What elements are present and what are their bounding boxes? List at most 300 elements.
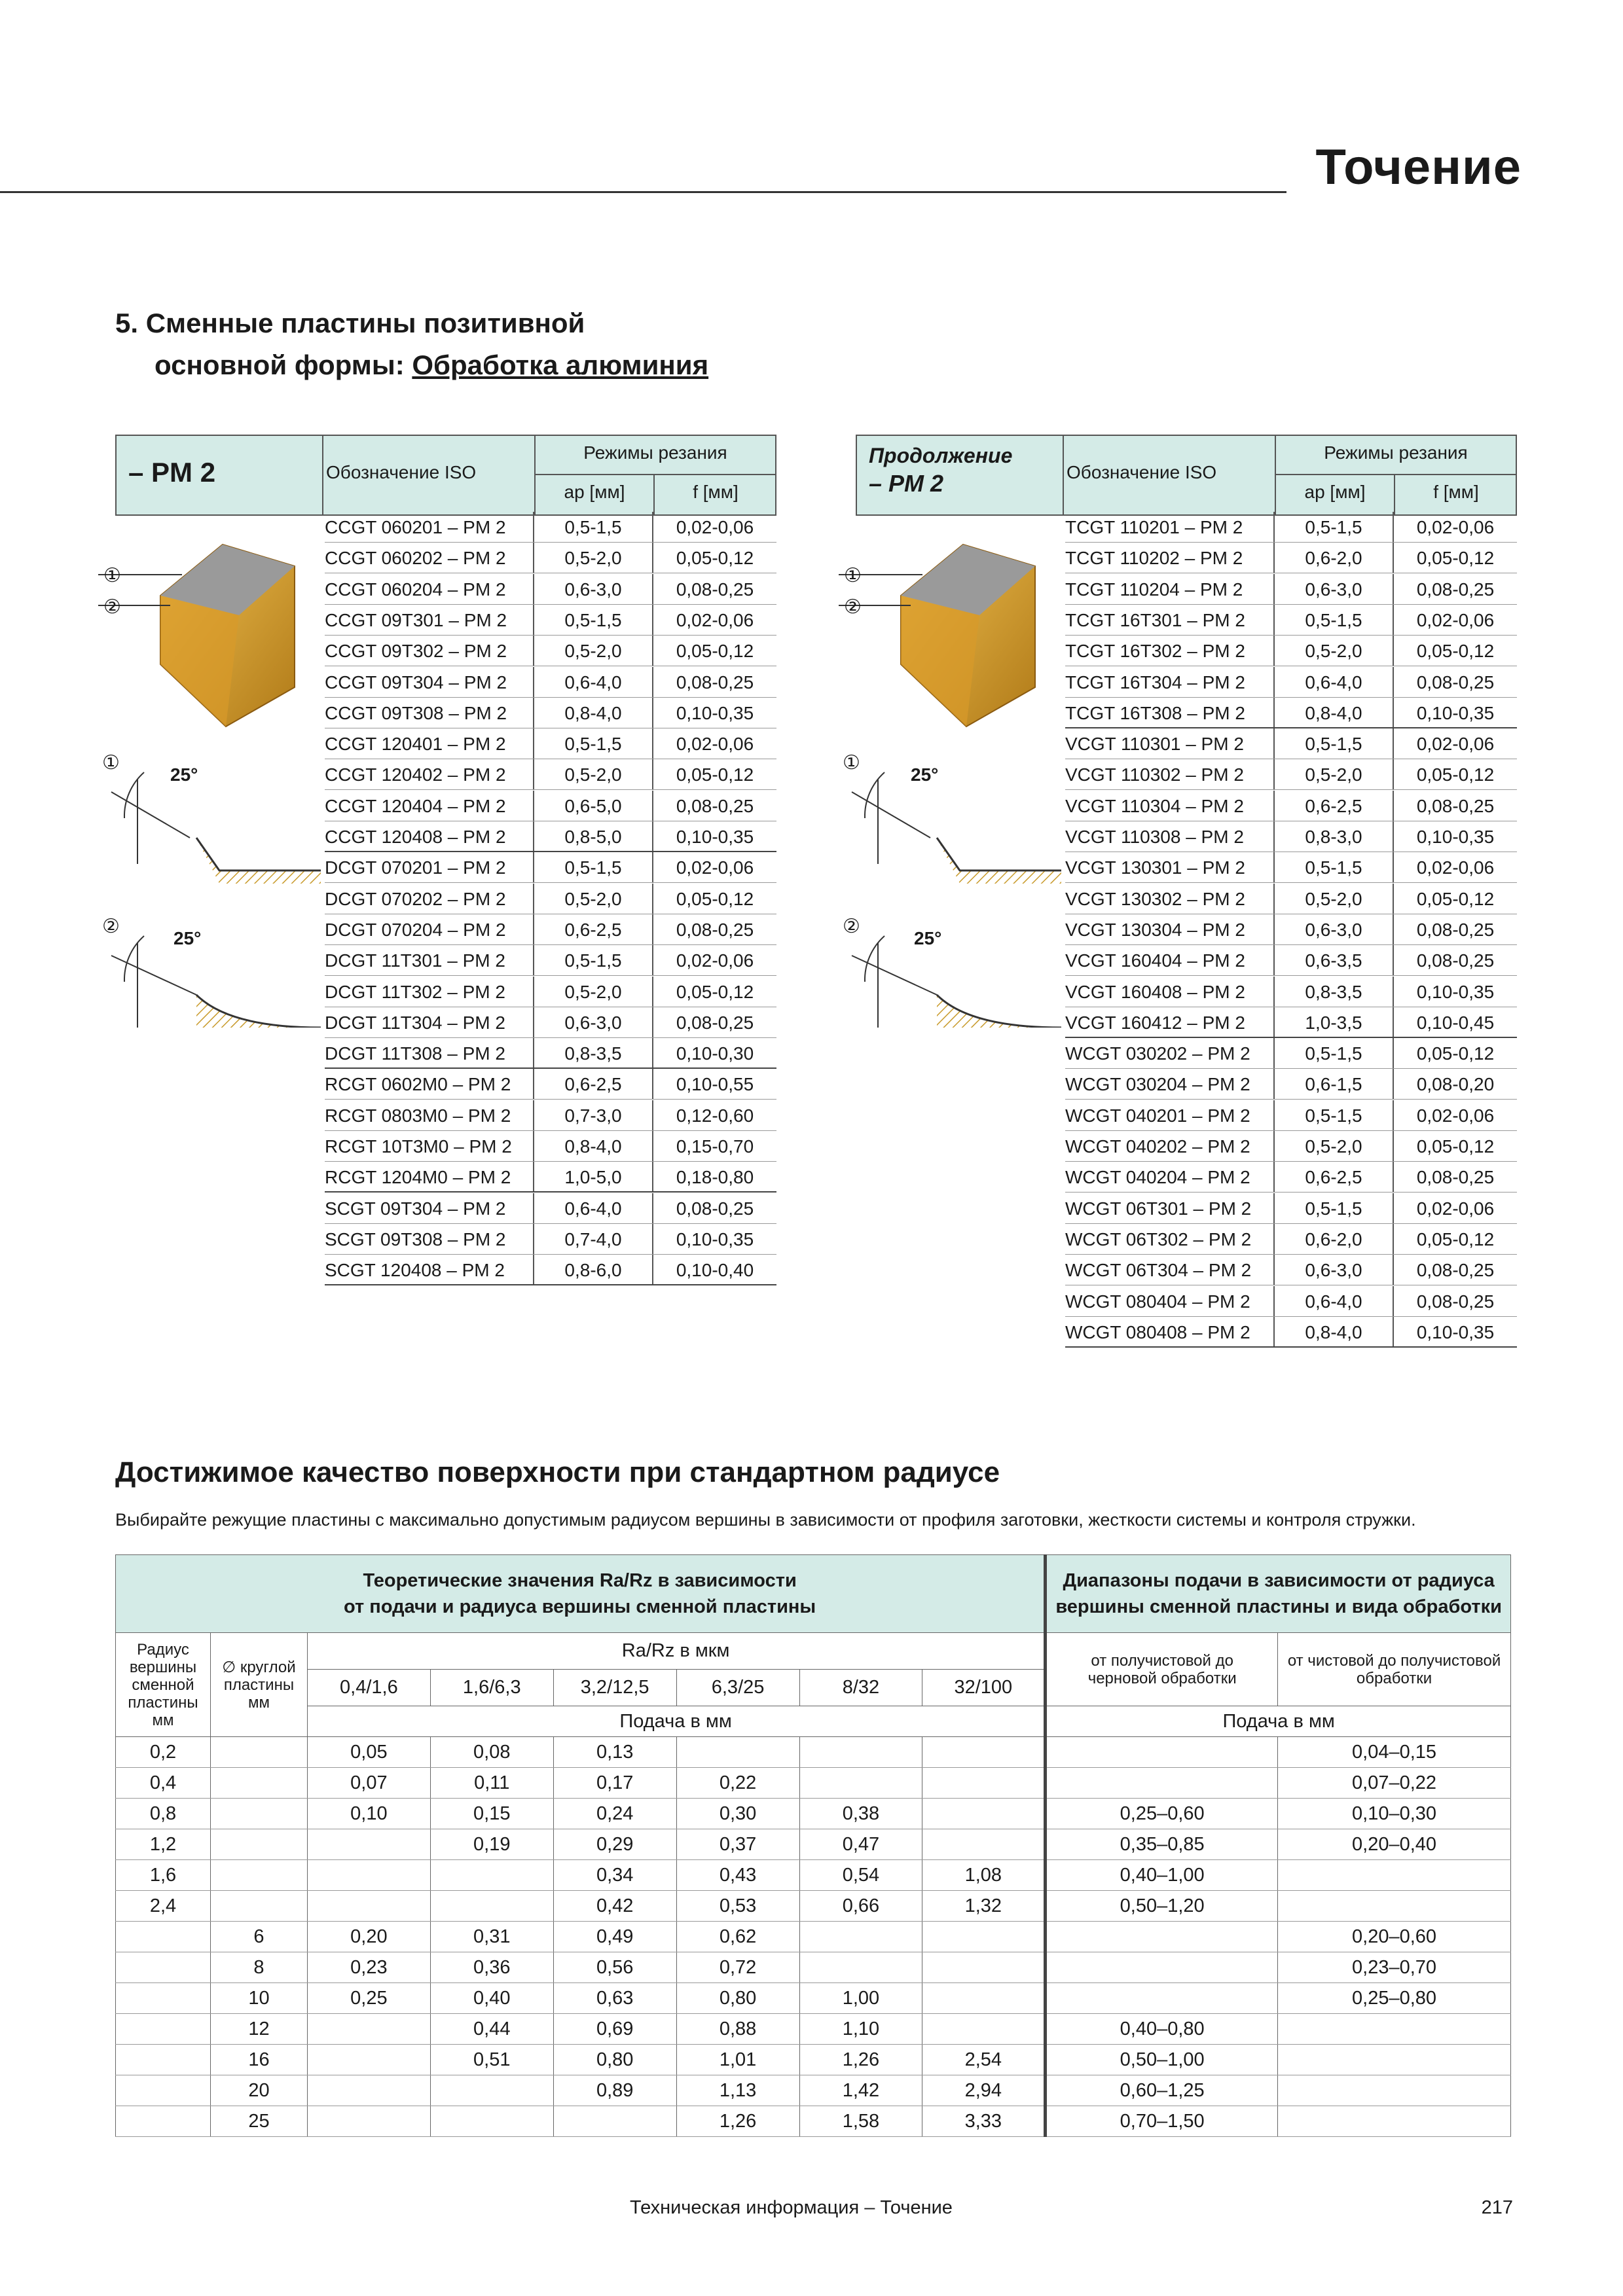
insert-row [1065,791,1517,821]
feed-range-cell: 0,25–0,60 [1046,1799,1278,1829]
f-value: 0,18-0,80 [676,1167,754,1188]
insert-row [325,884,776,914]
iso-designation: TCGT 110204 – PM 2 [1065,579,1243,600]
f-value: 0,08-0,25 [676,795,754,816]
ra-column-header: 6,3/25 [676,1670,799,1706]
feed-range-cell [1046,1983,1278,2014]
iso-designation: VCGT 110301 – PM 2 [1065,734,1244,755]
ap-value: 0,5-2,0 [1305,888,1362,909]
ra-value-cell [307,1860,430,1891]
ra-value-cell [307,2106,430,2137]
ap-value: 0,8-3,0 [1305,827,1362,847]
iso-designation: WCGT 040201 – PM 2 [1065,1105,1250,1126]
iso-designation: DCGT 070201 – PM 2 [325,857,506,878]
f-value: 0,10-0,35 [1416,702,1495,723]
surface-row [116,1952,1511,1983]
ap-value: 0,6-2,5 [564,919,622,940]
range-col2-header: от чистовой до получистовой обработки [1278,1633,1511,1706]
ra-value-cell: 0,40 [430,1983,553,2014]
insert-row [1065,977,1517,1007]
feed-range-cell: 0,70–1,50 [1046,2106,1278,2137]
ra-column-header: 8/32 [799,1670,922,1706]
ra-value-cell: 0,11 [430,1768,553,1799]
f-value: 0,05-0,12 [676,641,754,662]
ap-value: 0,6-3,0 [1305,1260,1362,1281]
ra-value-cell: 0,34 [553,1860,676,1891]
feed-range-cell: 0,50–1,00 [1046,2045,1278,2075]
ra-value-cell: 0,17 [553,1768,676,1799]
iso-designation: CCGT 09T304 – PM 2 [325,672,507,692]
surface-row [116,1860,1511,1891]
ra-value-cell [307,2014,430,2045]
ra-value-cell [799,1952,922,1983]
section-title-link[interactable]: Обработка алюминия [412,350,709,380]
radius-cell [116,2106,211,2137]
right-table-iso-label: Обозначение ISO [1067,462,1217,482]
insert-row [325,1069,776,1100]
f-value: 0,08-0,25 [1416,1291,1495,1312]
radius-cell [116,1952,211,1983]
ra-value-cell: 1,58 [799,2106,922,2137]
f-value: 0,05-0,12 [1416,641,1495,662]
f-value: 0,05-0,12 [676,981,754,1002]
ap-value: 1,0-3,5 [1305,1012,1362,1033]
ap-value: 0,5-1,5 [1305,1043,1362,1064]
ap-value: 0,6-1,5 [1305,1074,1362,1095]
iso-designation: WCGT 080408 – PM 2 [1065,1321,1250,1342]
round-diameter-cell: 6 [210,1922,307,1952]
iso-designation: TCGT 110202 – PM 2 [1065,548,1243,569]
insert-row [325,1100,776,1131]
f-value: 0,08-0,25 [1416,919,1495,940]
feed-range-cell: 0,07–0,22 [1278,1768,1511,1799]
round-diameter-cell: 12 [210,2014,307,2045]
left-table-iso-label: Обозначение ISO [326,462,477,482]
ra-value-cell [676,1737,799,1768]
f-value: 0,05-0,12 [1416,548,1495,569]
iso-designation: SCGT 09T308 – PM 2 [325,1229,506,1249]
iso-designation: CCGT 09T301 – PM 2 [325,609,507,630]
iso-designation: WCGT 040204 – PM 2 [1065,1167,1250,1188]
surface-row [116,2075,1511,2106]
f-value: 0,05-0,12 [676,888,754,909]
iso-designation: CCGT 09T302 – PM 2 [325,641,507,662]
radius-cell: 2,4 [116,1891,211,1922]
f-value: 0,08-0,25 [1416,795,1495,816]
ra-value-cell: 0,69 [553,2014,676,2045]
ra-value-cell: 0,80 [676,1983,799,2014]
ap-value: 0,5-1,5 [564,857,622,878]
ra-value-cell: 2,54 [922,2045,1046,2075]
f-value: 0,02-0,06 [676,950,754,971]
range-feed-label: Подача в мм [1046,1706,1511,1737]
insert-row [1065,1286,1517,1317]
ra-value-cell: 0,51 [430,2045,553,2075]
surface-row [116,1983,1511,2014]
ap-value: 0,5-2,0 [564,548,622,569]
radius-cell [116,2045,211,2075]
feed-range-cell: 0,35–0,85 [1046,1829,1278,1860]
insert-row [1065,574,1517,605]
ra-value-cell: 1,26 [799,2045,922,2075]
iso-designation: TCGT 16T304 – PM 2 [1065,672,1245,692]
surface-row [116,2045,1511,2075]
iso-designation: VCGT 160412 – PM 2 [1065,1012,1245,1033]
f-value: 0,05-0,12 [676,548,754,569]
iso-designation: RCGT 10T3M0 – PM 2 [325,1136,512,1157]
ra-value-cell: 1,10 [799,2014,922,2045]
ra-value-cell: 0,49 [553,1922,676,1952]
f-value: 0,05-0,12 [1416,888,1495,909]
iso-designation: WCGT 030204 – PM 2 [1065,1074,1250,1095]
ra-value-cell: 1,32 [922,1891,1046,1922]
f-value: 0,02-0,06 [1416,857,1495,878]
ra-value-cell [922,1737,1046,1768]
ra-value-cell: 0,19 [430,1829,553,1860]
iso-designation: DCGT 070202 – PM 2 [325,888,506,909]
iso-designation: DCGT 070204 – PM 2 [325,919,506,940]
f-value: 0,02-0,06 [1416,609,1495,630]
ra-value-cell [307,1829,430,1860]
ra-value-cell [922,1952,1046,1983]
feed-range-cell [1046,1768,1278,1799]
iso-designation: CCGT 120408 – PM 2 [325,827,506,847]
iso-designation: WCGT 06T301 – PM 2 [1065,1198,1252,1219]
right-table-f-label: f [мм] [1433,482,1479,502]
surface-title: Достижимое качество поверхности при стандартном радиусе [115,1456,1000,1488]
insert-row [325,1193,776,1224]
marker-1-detail-right: ① [843,752,860,774]
insert-row [1065,667,1517,698]
surface-head-right-line2: вершины сменной пластины и вида обработки [1055,1596,1502,1617]
insert-row [1065,821,1517,852]
col-radius-header: Радиус вершины сменной пластины мм [116,1633,211,1737]
radius-cell: 0,8 [116,1799,211,1829]
insert-row [1065,945,1517,976]
ap-value: 0,5-1,5 [564,609,622,630]
surface-row [116,1768,1511,1799]
ra-value-cell: 0,25 [307,1983,430,2014]
ra-value-cell [922,2014,1046,2045]
ra-value-cell [430,1891,553,1922]
ra-value-cell: 1,13 [676,2075,799,2106]
header-rule [0,191,1286,193]
insert-row [325,977,776,1007]
ap-value: 0,6-3,0 [564,1012,622,1033]
f-value: 0,08-0,20 [1416,1074,1495,1095]
page-title: Точение [1315,139,1522,195]
ap-value: 0,5-2,0 [564,981,622,1002]
f-value: 0,02-0,06 [1416,517,1495,537]
ap-value: 0,8-6,0 [564,1260,622,1281]
right-table-modes-label: Режимы резания [1324,442,1468,463]
ap-value: 0,5-1,5 [1305,857,1362,878]
ra-value-cell [922,1983,1046,2014]
surface-row [116,1829,1511,1860]
ra-value-cell: 0,23 [307,1952,430,1983]
surface-row [116,1922,1511,1952]
ap-value: 0,5-1,5 [1305,609,1362,630]
ra-value-cell: 0,10 [307,1799,430,1829]
f-value: 0,15-0,70 [676,1136,754,1157]
ra-value-cell [307,1891,430,1922]
ap-value: 0,5-1,5 [564,950,622,971]
feed-range-cell [1046,1737,1278,1768]
feed-range-cell [1278,2075,1511,2106]
ra-label: Ra/Rz в мкм [307,1633,1045,1670]
insert-row [1065,1069,1517,1100]
iso-designation: SCGT 09T304 – PM 2 [325,1198,506,1219]
right-insert-illustration [839,530,1061,1028]
ap-value: 0,8-4,0 [1305,1321,1362,1342]
insert-row [325,574,776,605]
right-table-ap-label: ap [мм] [1304,482,1366,502]
radius-cell: 0,2 [116,1737,211,1768]
insert-drawing-right [839,530,1061,1028]
f-value: 0,08-0,25 [1416,950,1495,971]
ra-value-cell: 1,26 [676,2106,799,2137]
ra-value-cell [922,1829,1046,1860]
ap-value: 0,6-2,5 [1305,795,1362,816]
f-value: 0,10-0,35 [1416,981,1495,1002]
ap-value: 0,8-5,0 [564,827,622,847]
f-value: 0,10-0,35 [1416,1321,1495,1342]
insert-row [1065,884,1517,914]
ap-value: 0,5-1,5 [1305,1105,1362,1126]
f-value: 0,10-0,35 [676,702,754,723]
feed-range-cell: 0,23–0,70 [1278,1952,1511,1983]
iso-designation: WCGT 06T302 – PM 2 [1065,1229,1252,1249]
ap-value: 0,8-4,0 [564,1136,622,1157]
ra-value-cell [430,2075,553,2106]
ra-value-cell: 0,66 [799,1891,922,1922]
iso-designation: RCGT 0602M0 – PM 2 [325,1074,511,1095]
ra-value-cell: 0,62 [676,1922,799,1952]
f-value: 0,02-0,06 [676,734,754,755]
iso-designation: TCGT 16T302 – PM 2 [1065,641,1245,662]
ra-value-cell: 0,38 [799,1799,922,1829]
iso-designation: VCGT 160404 – PM 2 [1065,950,1245,971]
iso-designation: WCGT 040202 – PM 2 [1065,1136,1250,1157]
section-number: 5. [115,308,139,338]
insert-row [325,1255,776,1285]
f-value: 0,08-0,25 [1416,1167,1495,1188]
round-diameter-cell [210,1860,307,1891]
insert-row [1065,759,1517,790]
ap-value: 0,6-2,0 [1305,548,1362,569]
ap-value: 0,5-2,0 [1305,764,1362,785]
insert-row [325,759,776,790]
f-value: 0,08-0,25 [676,1198,754,1219]
feed-range-cell: 0,20–0,40 [1278,1829,1511,1860]
iso-designation: CCGT 060202 – PM 2 [325,548,506,569]
f-value: 0,08-0,25 [676,919,754,940]
ap-value: 0,6-3,0 [1305,579,1362,600]
ap-value: 0,5-2,0 [564,764,622,785]
iso-designation: VCGT 130302 – PM 2 [1065,888,1245,909]
f-value: 0,10-0,35 [676,1229,754,1249]
feed-range-cell: 0,60–1,25 [1046,2075,1278,2106]
marker-2-detail-right: ② [843,916,860,937]
angle-label-1-right: 25° [911,764,939,785]
marker-1-top: ① [103,565,121,586]
surface-head-right-line1: Диапазоны подачи в зависимости от радиуса [1063,1570,1495,1591]
ap-value: 0,6-4,0 [1305,1291,1362,1312]
ra-value-cell: 0,13 [553,1737,676,1768]
ra-value-cell: 1,01 [676,2045,799,2075]
f-value: 0,02-0,06 [676,609,754,630]
iso-designation: DCGT 11T308 – PM 2 [325,1043,505,1064]
f-value: 0,08-0,25 [1416,672,1495,692]
round-diameter-cell: 20 [210,2075,307,2106]
ra-value-cell: 1,42 [799,2075,922,2106]
round-diameter-cell [210,1737,307,1768]
feed-range-cell [1278,1860,1511,1891]
ap-value: 0,7-4,0 [564,1229,622,1249]
round-diameter-cell: 8 [210,1952,307,1983]
f-value: 0,05-0,12 [1416,1043,1495,1064]
ra-value-cell: 0,08 [430,1737,553,1768]
ra-value-cell: 1,08 [922,1860,1046,1891]
feed-range-cell: 0,50–1,20 [1046,1891,1278,1922]
insert-row [1065,1162,1517,1193]
right-table-code-line1: Продолжение [869,444,1013,467]
ra-value-cell: 0,88 [676,2014,799,2045]
ra-value-cell: 0,07 [307,1768,430,1799]
insert-row [1065,1193,1517,1224]
insert-row [325,852,776,883]
feed-range-cell: 0,40–1,00 [1046,1860,1278,1891]
iso-designation: WCGT 030202 – PM 2 [1065,1043,1250,1064]
iso-designation: RCGT 1204M0 – PM 2 [325,1167,511,1188]
feed-range-cell [1046,1952,1278,1983]
ra-value-cell: 0,72 [676,1952,799,1983]
f-value: 0,08-0,25 [1416,1260,1495,1281]
insert-row [325,1131,776,1162]
f-value: 0,05-0,12 [676,764,754,785]
ap-value: 0,5-1,5 [564,734,622,755]
range-col1-header: от получистовой до черновой обработки [1046,1633,1278,1706]
iso-designation: SCGT 120408 – PM 2 [325,1260,505,1281]
ra-value-cell: 0,80 [553,2045,676,2075]
ap-value: 0,8-3,5 [1305,981,1362,1002]
left-insert-illustration [98,530,321,1028]
radius-cell [116,2075,211,2106]
iso-designation: VCGT 110302 – PM 2 [1065,764,1244,785]
ra-value-cell: 0,31 [430,1922,553,1952]
ra-value-cell [307,2075,430,2106]
ap-value: 0,5-2,0 [564,641,622,662]
f-value: 0,08-0,25 [676,579,754,600]
marker-1-top-right: ① [844,565,862,586]
ap-value: 0,5-2,0 [1305,1136,1362,1157]
ap-value: 0,5-1,5 [1305,734,1362,755]
ra-value-cell: 2,94 [922,2075,1046,2106]
insert-row [1065,1100,1517,1131]
ap-value: 0,5-1,5 [1305,1198,1362,1219]
ra-value-cell: 0,47 [799,1829,922,1860]
insert-row [1065,543,1517,573]
f-value: 0,02-0,06 [1416,1105,1495,1126]
insert-row [325,1007,776,1038]
marker-2-top-right: ② [844,596,862,618]
radius-cell: 1,6 [116,1860,211,1891]
iso-designation: DCGT 11T304 – PM 2 [325,1012,505,1033]
iso-designation: TCGT 16T301 – PM 2 [1065,609,1245,630]
angle-label-1: 25° [170,764,198,785]
insert-row [325,605,776,636]
f-value: 0,05-0,12 [1416,764,1495,785]
ra-column-header: 1,6/6,3 [430,1670,553,1706]
iso-designation: VCGT 130304 – PM 2 [1065,919,1245,940]
ap-value: 0,8-4,0 [564,702,622,723]
insert-row [1065,852,1517,883]
marker-2-detail: ② [102,916,120,937]
ra-value-cell: 1,00 [799,1983,922,2014]
left-table-code: – PM 2 [128,457,216,488]
insert-row [325,512,776,543]
radius-cell: 1,2 [116,1829,211,1860]
f-value: 0,08-0,25 [1416,579,1495,600]
ap-value: 0,5-1,5 [564,517,622,537]
ap-value: 0,5-1,5 [1305,517,1362,537]
f-value: 0,02-0,06 [676,517,754,537]
ra-value-cell [799,1737,922,1768]
feed-range-cell [1046,1922,1278,1952]
insert-row [1065,728,1517,759]
ra-value-cell [922,1922,1046,1952]
insert-row [325,1224,776,1255]
radius-cell [116,1983,211,2014]
insert-row [1065,1317,1517,1348]
left-table-header [115,435,776,516]
ra-value-cell [799,1922,922,1952]
ra-value-cell [430,2106,553,2137]
insert-row [1065,698,1517,728]
surface-head-right [1046,1555,1511,1633]
f-value: 0,02-0,06 [676,857,754,878]
round-diameter-cell [210,1768,307,1799]
ra-value-cell: 0,44 [430,2014,553,2045]
f-value: 0,10-0,45 [1416,1012,1495,1033]
ra-value-cell: 0,56 [553,1952,676,1983]
insert-row [1065,1224,1517,1255]
ap-value: 0,6-2,5 [1305,1167,1362,1188]
angle-label-2-right: 25° [914,928,942,948]
insert-row [325,821,776,852]
ra-value-cell [922,1768,1046,1799]
feed-range-cell [1278,2045,1511,2075]
feed-range-cell: 0,25–0,80 [1278,1983,1511,2014]
insert-row [1065,636,1517,666]
ra-value-cell [553,2106,676,2137]
ra-value-cell: 0,42 [553,1891,676,1922]
round-diameter-cell: 16 [210,2045,307,2075]
ra-value-cell: 0,30 [676,1799,799,1829]
section-title-line2-prefix: основной формы: [155,350,405,380]
iso-designation: VCGT 110308 – PM 2 [1065,827,1244,847]
insert-row [325,543,776,573]
ra-value-cell: 0,29 [553,1829,676,1860]
right-table-code-line2: – PM 2 [869,470,944,497]
round-diameter-cell [210,1829,307,1860]
ra-value-cell: 0,43 [676,1860,799,1891]
surface-head-left [116,1555,1046,1633]
ap-value: 0,5-2,0 [1305,641,1362,662]
ap-value: 0,6-4,0 [1305,672,1362,692]
feed-range-cell [1278,2106,1511,2137]
insert-row [325,791,776,821]
